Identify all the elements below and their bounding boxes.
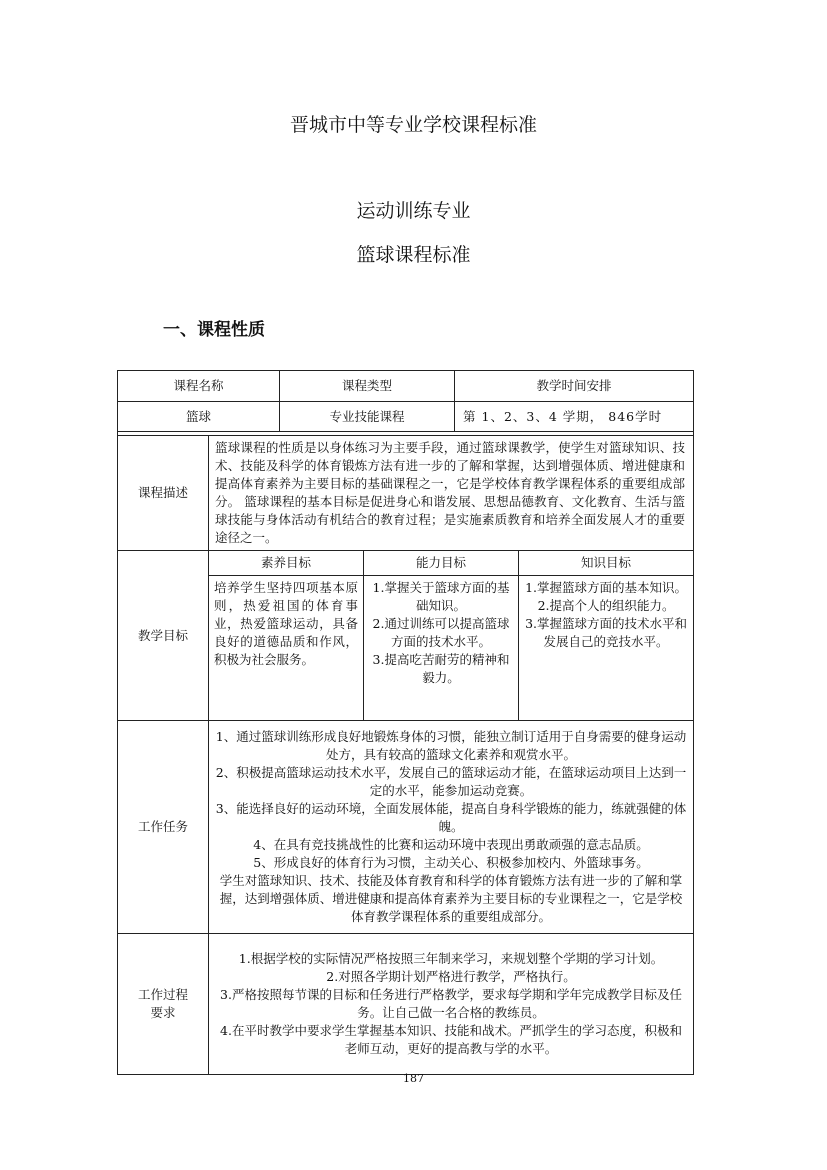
goals-label: 教学目标 <box>118 551 209 721</box>
process-label-line: 工作过程 <box>137 987 188 1002</box>
course-standard-title: 篮球课程标准 <box>356 244 471 266</box>
process-label <box>118 934 209 1075</box>
section-heading: 一、课程性质 <box>163 320 265 340</box>
knowledge-item: 2.提高个人的组织能力。 <box>537 598 675 613</box>
tasks-label: 工作任务 <box>118 721 209 934</box>
tasks-cell <box>209 721 694 934</box>
task-item: 2、积极提高篮球运动技术水平，发展自己的篮球运动才能，在篮球运动项目上达到一定的水平，能参加运动竞赛。 <box>215 765 687 798</box>
process-item: 2.对照各学期计划严格进行教学，严格执行。 <box>326 969 576 984</box>
document-title: 晋城市中等专业学校课程标准 <box>289 114 537 136</box>
knowledge-item: 1.掌握篮球方面的基本知识。 <box>525 580 687 595</box>
page-number: 187 <box>403 1072 424 1085</box>
process-item: 3.严格按照每节课的目标和任务进行严格教学，要求每学期和学年完成教学目标及任务。让自己做一名合格的教练员。 <box>220 987 682 1020</box>
process-cell <box>209 934 694 1075</box>
task-item: 学生对篮球知识、技术、技能及体育教育和科学的体育锻炼方法有进一步的了解和掌握，达到增强体质、增进健康和提高体育素养为主要目标的专业课程之一，它是学校体育教学课程体系的重要组成部分。 <box>219 873 683 924</box>
header-course-type: 课程类型 <box>280 371 455 402</box>
goals-header-ability: 能力目标 <box>364 551 519 576</box>
major-title: 运动训练专业 <box>356 200 471 222</box>
description-text: 篮球课程的性质是以身体练习为主要手段，通过篮球课教学，使学生对篮球知识、技术、技能及科学的体育锻炼方法有进一步的了解和掌握，达到增强体质、增进健康和提高体育素养为主要目标的基础课程之一，它是学校体育教学课程体系的重要组成部分。 篮球课程的基本目标是促进身心和谐发展、思想品德教育、文化教育、生活与篮球技能与身体活动有机结合的教育过程；是实施素质教育和培养全面发展人才的重要途径之一。 <box>209 436 694 551</box>
task-item: 1、通过篮球训练形成良好地锻炼身体的习惯，能独立制订适用于自身需要的健身运动处方，具有较高的篮球文化素养和观赏水平。 <box>215 729 687 762</box>
course-name-value: 篮球 <box>118 402 280 432</box>
process-row <box>118 934 694 1075</box>
process-item: 4.在平时教学中要求学生掌握基本知识、技能和战术。严抓学生的学习态度，积极和老师互动，更好的提高教与学的水平。 <box>220 1023 682 1056</box>
goals-header-quality: 素养目标 <box>209 551 364 576</box>
description-row <box>118 436 694 551</box>
knowledge-item: 3.掌握篮球方面的技术水平和发展自己的竞技水平。 <box>525 616 687 649</box>
ability-item: 1.掌握关于篮球方面的基础知识。 <box>372 580 510 613</box>
ability-item: 3.提高吃苦耐劳的精神和毅力。 <box>372 652 510 685</box>
goals-knowledge-cell <box>519 576 694 721</box>
header-schedule: 教学时间安排 <box>455 371 694 402</box>
tasks-row <box>118 721 694 934</box>
header-course-name: 课程名称 <box>118 371 280 402</box>
process-item: 1.根据学校的实际情况严格按照三年制来学习，来规划整个学期的学习计划。 <box>238 951 664 966</box>
course-type-value: 专业技能课程 <box>280 402 455 432</box>
task-item: 5、形成良好的体育行为习惯，主动关心、积极参加校内、外篮球事务。 <box>253 855 649 870</box>
goals-ability-cell <box>364 576 519 721</box>
description-label: 课程描述 <box>118 436 209 551</box>
goals-quality-text: 培养学生坚持四项基本原则，热爱祖国的体育事业，热爱篮球运动，具备良好的道德品质和作风，积极为社会服务。 <box>209 576 364 721</box>
process-label-line: 要求 <box>150 1005 176 1020</box>
header-row <box>118 371 694 402</box>
goals-header-knowledge: 知识目标 <box>519 551 694 576</box>
schedule-value: 第 1、2、3、4 学期， 846学时 <box>455 402 694 432</box>
course-table <box>117 370 694 1075</box>
info-row <box>118 402 694 432</box>
task-item: 3、能选择良好的运动环境，全面发展体能，提高自身科学锻炼的能力，练就强健的体魄。 <box>215 801 687 834</box>
task-item: 4、在具有竞技挑战性的比赛和运动环境中表现出勇敢顽强的意志品质。 <box>253 837 649 852</box>
goals-header-row <box>118 551 694 576</box>
ability-item: 2.通过训练可以提高篮球方面的技术水平。 <box>372 616 510 649</box>
